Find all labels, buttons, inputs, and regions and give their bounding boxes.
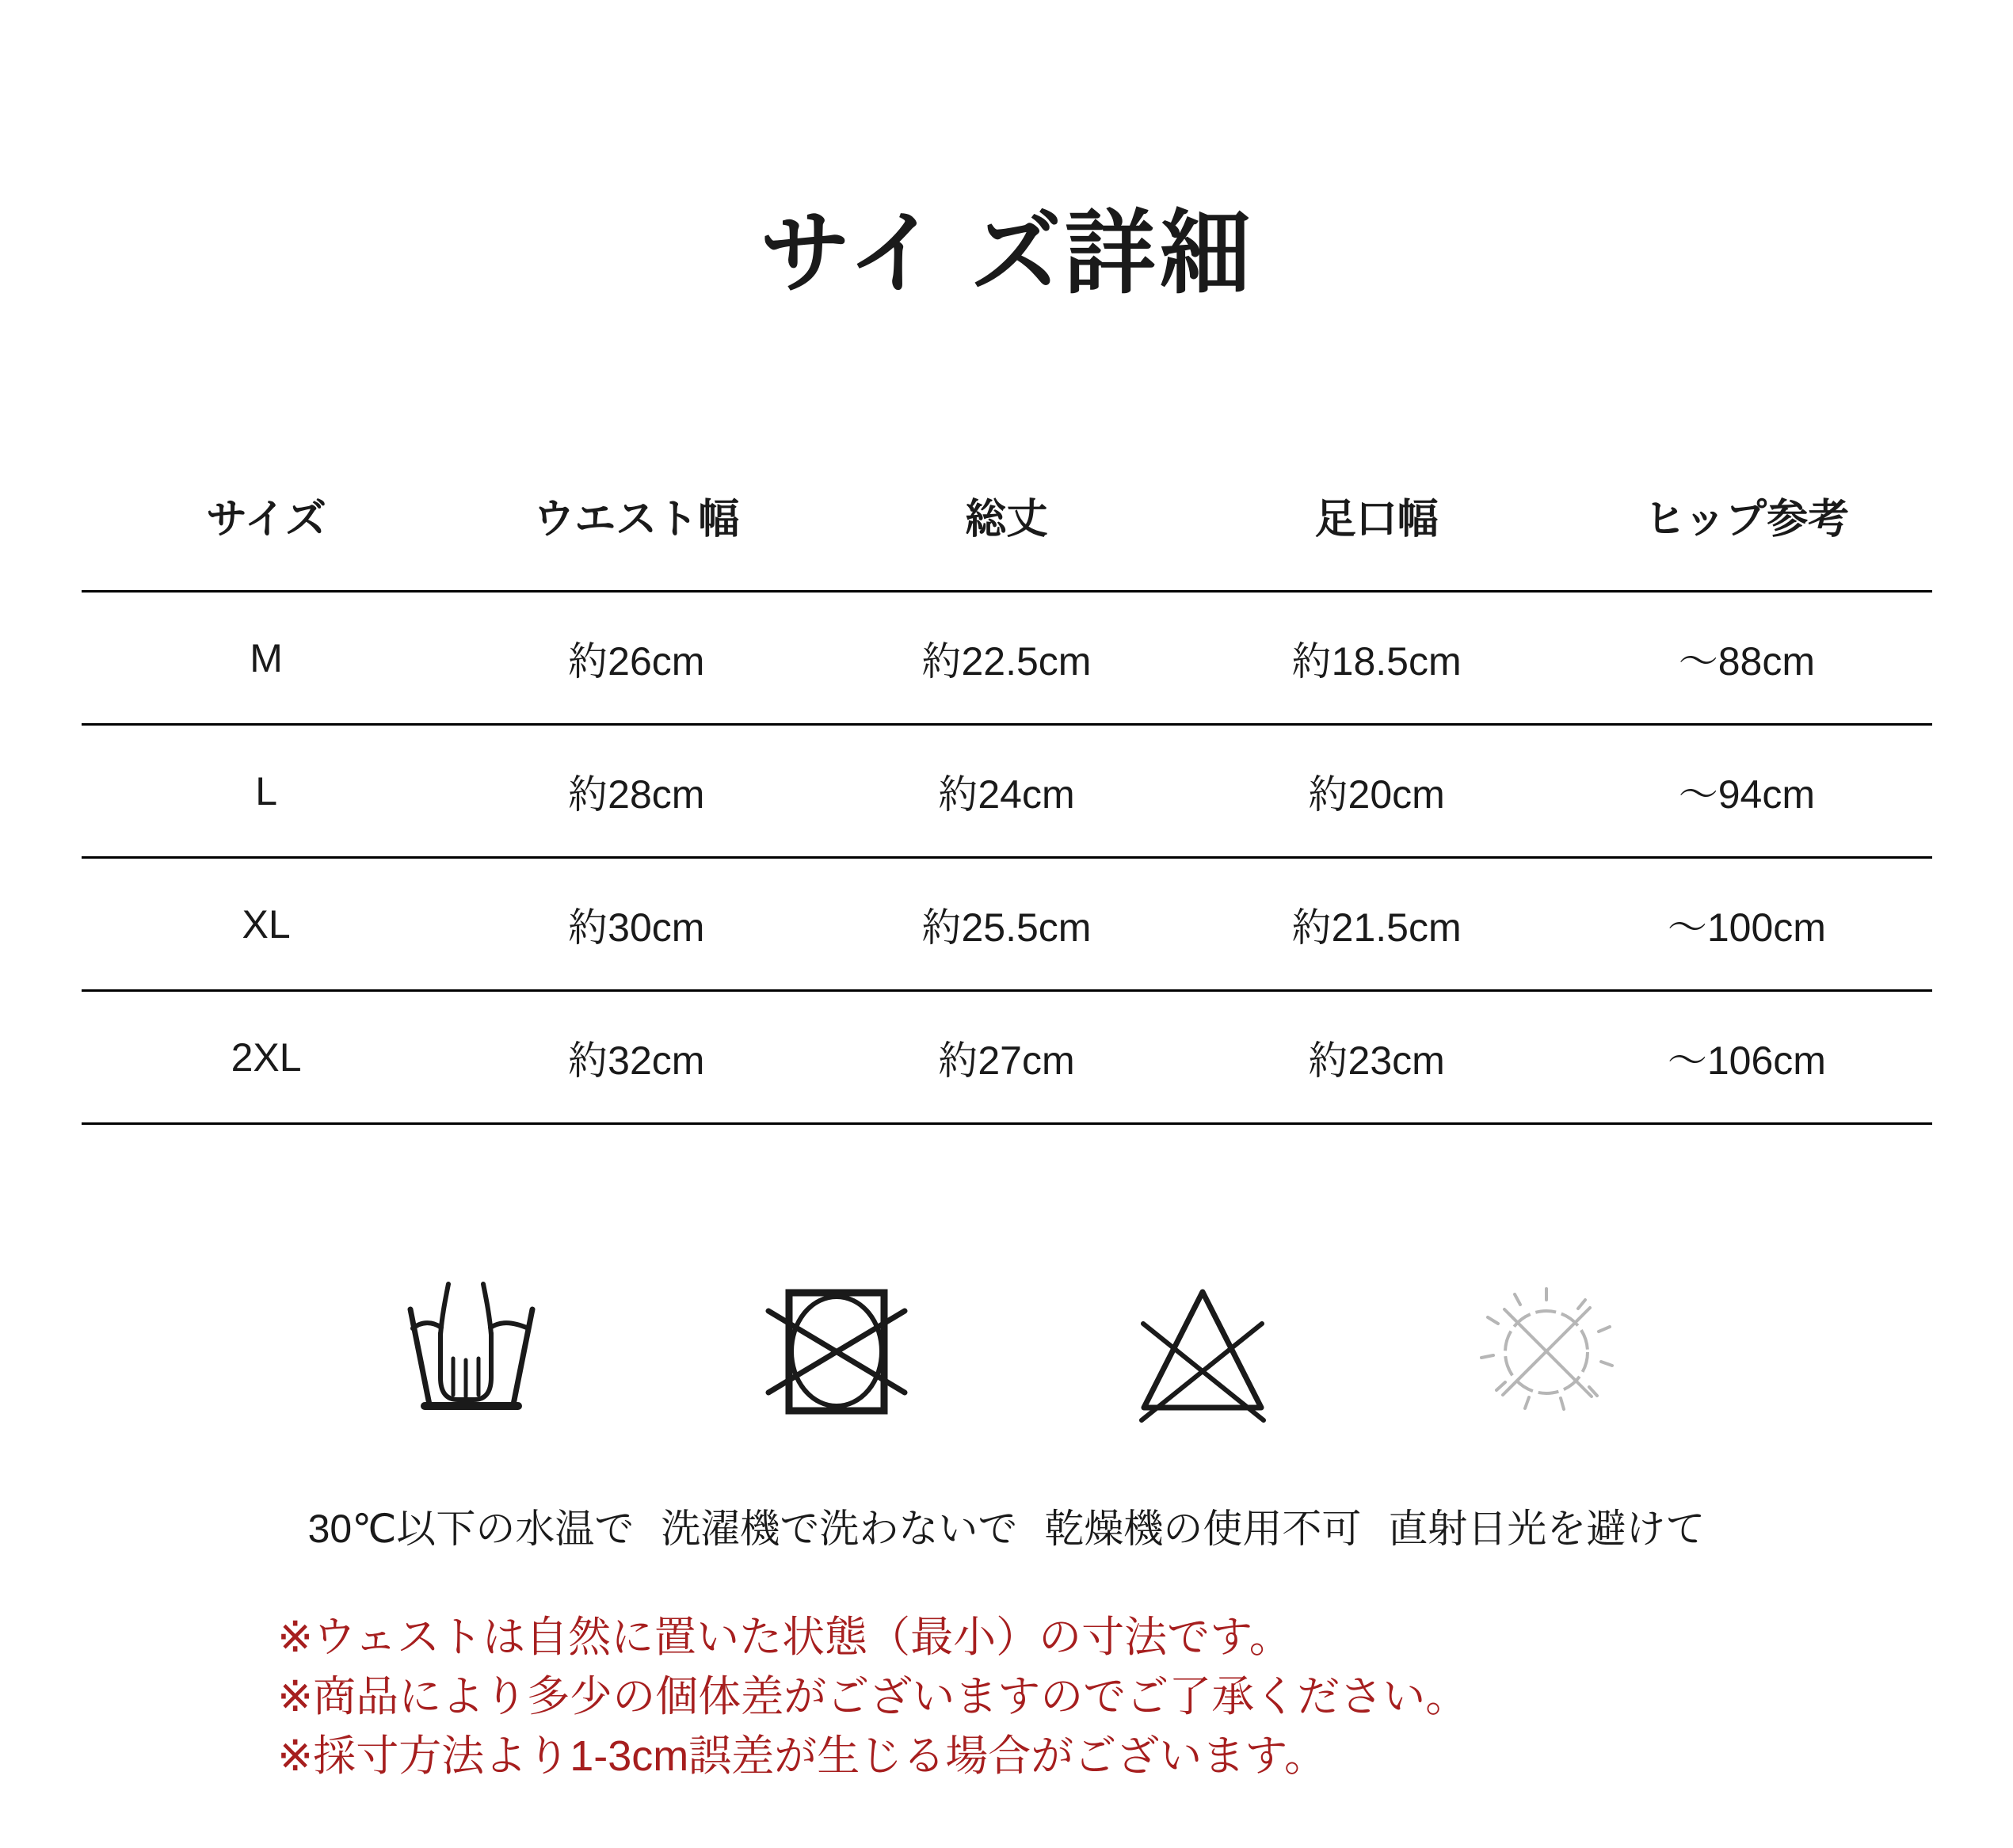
cell-hip: ～88cm bbox=[1561, 592, 1931, 725]
cell-waist: 約32cm bbox=[452, 991, 822, 1124]
cell-length: 約25.5cm bbox=[822, 858, 1191, 991]
size-table bbox=[82, 440, 1932, 1125]
cell-hem: 約20cm bbox=[1191, 725, 1561, 858]
page-title: サイ ズ詳細 bbox=[760, 203, 1253, 304]
cell-hem: 約18.5cm bbox=[1191, 592, 1561, 725]
table-row bbox=[82, 991, 1932, 1124]
care-label: 洗濯機で洗わないで bbox=[661, 1507, 1018, 1551]
note-line: ※ウェストは自然に置いた状態（最小）の寸法です。 bbox=[277, 1614, 1292, 1661]
table-row bbox=[82, 592, 1932, 725]
note-line: ※商品により多少の個体差がございますのでご了承ください。 bbox=[277, 1673, 1469, 1720]
cell-hip: ～100cm bbox=[1561, 858, 1931, 991]
cell-hem: 約23cm bbox=[1191, 991, 1561, 1124]
care-label: 直射日光を避けて bbox=[1388, 1507, 1706, 1551]
care-item-avoid-sunlight bbox=[1388, 1279, 1705, 1553]
note-line: ※採寸方法より1-3cm誤差が生じる場合がございます。 bbox=[277, 1732, 1327, 1780]
care-item-no-machine-wash bbox=[661, 1279, 1017, 1553]
no-tumble-dry-icon bbox=[1127, 1279, 1278, 1430]
cell-waist: 約26cm bbox=[452, 592, 822, 725]
col-header-length: 総丈 bbox=[965, 496, 1048, 543]
cell-length: 約24cm bbox=[822, 725, 1191, 858]
col-header-hip: ヒップ参考 bbox=[1644, 496, 1850, 543]
table-row bbox=[82, 725, 1932, 858]
table-row bbox=[82, 858, 1932, 991]
cell-length: 約27cm bbox=[822, 991, 1191, 1124]
care-item-hand-wash bbox=[308, 1279, 635, 1553]
size-table-header-row bbox=[82, 440, 1932, 592]
no-machine-wash-icon bbox=[764, 1279, 914, 1430]
care-item-no-tumble-dry bbox=[1044, 1279, 1361, 1553]
avoid-sunlight-icon bbox=[1471, 1279, 1622, 1430]
cell-size: L bbox=[82, 725, 452, 858]
care-label: 30℃以下の水温で bbox=[307, 1507, 635, 1551]
cell-waist: 約30cm bbox=[452, 858, 822, 991]
cell-hip: ～94cm bbox=[1561, 725, 1931, 858]
cell-size: M bbox=[82, 592, 452, 725]
cell-size: 2XL bbox=[82, 991, 452, 1124]
care-symbols-row bbox=[0, 1279, 2013, 1553]
care-label: 乾燥機の使用不可 bbox=[1044, 1507, 1362, 1551]
notes bbox=[277, 1608, 2013, 1786]
cell-hip: ～106cm bbox=[1561, 991, 1931, 1124]
cell-waist: 約28cm bbox=[452, 725, 822, 858]
col-header-hem: 足口幅 bbox=[1314, 496, 1439, 543]
cell-length: 約22.5cm bbox=[822, 592, 1191, 725]
cell-size: XL bbox=[82, 858, 452, 991]
col-header-waist: ウエスト幅 bbox=[533, 496, 740, 543]
hand-wash-icon bbox=[396, 1279, 547, 1430]
cell-hem: 約21.5cm bbox=[1191, 858, 1561, 991]
col-header-size: サイズ bbox=[206, 496, 327, 543]
